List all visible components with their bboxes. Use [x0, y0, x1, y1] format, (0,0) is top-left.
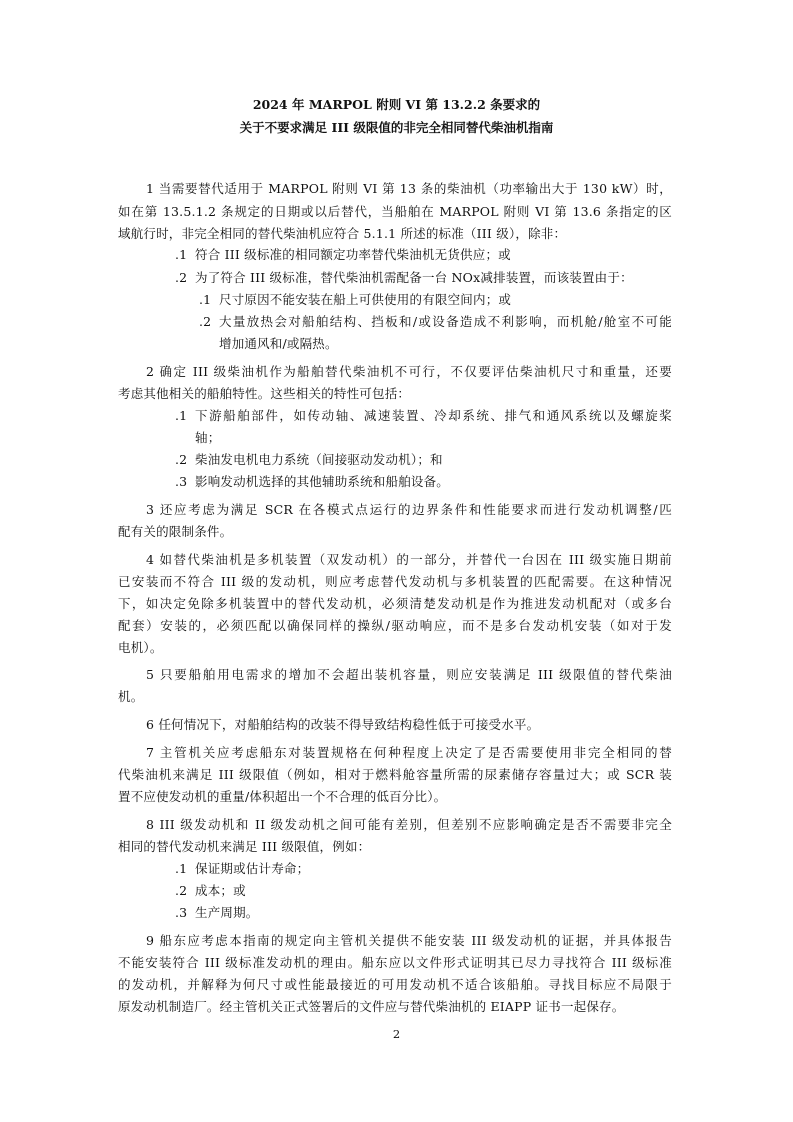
sub-list-item-text: 增加通风和/或隔热。	[219, 336, 338, 351]
page-number: 2	[392, 1027, 401, 1041]
list-item-text: 为了符合 III 级标准，替代柴油机需配备一台 NOx减排装置，而该装置由于：	[195, 270, 633, 285]
paragraph-1-line: 域航行时，非完全相同的替代柴油机应符合 5.1.1 所述的标准（III 级），除非：	[118, 226, 567, 241]
sub-list-item-number: .1	[199, 292, 212, 307]
paragraph-3-line: 配有关的限制条件。	[118, 524, 233, 539]
list-item-text: 符合 III 级标准的相同额定功率替代柴油机无货供应；或	[195, 247, 511, 262]
paragraph-4-line: 4 如替代柴油机是多机装置（双发动机）的一部分，并替代一台因在 III 级实施日期前	[146, 552, 672, 567]
paragraph-3-line: 3 还应考虑为满足 SCR 在各模式点运行的边界条件和性能要求而进行发动机调整/匹	[146, 502, 672, 517]
list-item-text: 下游船舶部件，如传动轴、减速装置、冷却系统、排气和通风系统以及螺旋桨	[195, 408, 672, 423]
sub-list-item-number: .2	[199, 314, 212, 329]
paragraph-1-line: 如在第 13.5.1.2 条规定的日期或以后替代，当船舶在 MARPOL 附则 VI 第 13.6 条指定的区	[118, 204, 672, 219]
paragraph-4-line: 已安装而不符合 III 级的发动机，则应考虑替代发动机与多机装置的匹配需要。在这种情况	[118, 574, 672, 589]
list-item-text: 生产周期。	[195, 905, 259, 920]
paragraph-7-line: 7 主管机关应考虑船东对装置规格在何种程度上决定了是否需要使用非完全相同的替	[146, 745, 672, 760]
paragraph-2-line: 2 确定 III 级柴油机作为船舶替代柴油机不可行，不仅要评估柴油机尺寸和重量，还要	[146, 364, 672, 379]
paragraph-9-line: 的发动机，并解释为何尺寸或性能最接近的可用发动机不适合该船舶。寻找目标应不局限于	[118, 977, 672, 992]
document-title-line-2: 关于不要求满足 III 级限值的非完全相同替代柴油机指南	[239, 120, 554, 135]
paragraph-9-line: 9 船东应考虑本指南的规定向主管机关提供不能安装 III 级发动机的证据，并具体报告	[146, 933, 672, 948]
list-item-text: 保证期或估计寿命；	[195, 861, 310, 876]
list-item-text: 成本；或	[195, 883, 246, 898]
list-item-number: .2	[175, 883, 188, 898]
paragraph-7-line: 代柴油机来满足 III 级限值（例如，相对于燃料舱容量所需的尿素储存容量过大；或 SCR 装	[118, 767, 672, 782]
paragraph-5-line: 机。	[118, 689, 144, 704]
list-item-text: 柴油发电机电力系统（间接驱动发动机）；和	[195, 452, 443, 467]
list-item-text: 影响发动机选择的其他辅助系统和船舶设备。	[195, 474, 450, 489]
paragraph-8-line: 相同的替代发动机来满足 III 级限值，例如：	[118, 839, 371, 854]
list-item-text: 轴；	[195, 430, 221, 445]
paragraph-7-line: 置不应使发动机的重量/体积超出一个不合理的低百分比）。	[118, 789, 447, 804]
list-item-number: .1	[175, 408, 188, 423]
sub-list-item-text: 大量放热会对船舶结构、挡板和/或设备造成不利影响，而机舱/舱室不可能	[219, 314, 672, 329]
list-item-number: .3	[175, 905, 188, 920]
list-item-number: .1	[175, 861, 188, 876]
paragraph-6-line: 6 任何情况下，对船舶结构的改装不得导致结构稳性低于可接受水平。	[146, 717, 540, 732]
list-item-number: .1	[175, 247, 188, 262]
paragraph-1-line: 1 当需要替代适用于 MARPOL 附则 VI 第 13 条的柴油机（功率输出大于 130 kW）时，	[146, 181, 672, 196]
paragraph-4-line: 下，如决定免除多机装置中的替代发动机，必须清楚发动机是作为推进发动机配对（或多台	[118, 596, 672, 611]
paragraph-4-line: 配套）安装的，必须匹配以确保同样的操纵/驱动响应，而不是多台发动机安装（如对于发	[118, 618, 672, 633]
list-item-number: .2	[175, 270, 188, 285]
paragraph-9-line: 不能安装符合 III 级标准发动机的理由。船东应以文件形式证明其已尽力寻找符合 III 级标准	[118, 955, 672, 970]
document-title-line-1: 2024 年 MARPOL 附则 VI 第 13.2.2 条要求的	[252, 97, 541, 112]
paragraph-5-line: 5 只要船舶用电需求的增加不会超出装机容量，则应安装满足 III 级限值的替代柴油	[146, 667, 672, 682]
list-item-number: .3	[175, 474, 188, 489]
paragraph-9-line: 原发动机制造厂。经主管机关正式签署后的文件应与替代柴油机的 EIAPP 证书一起保存。	[118, 999, 625, 1014]
sub-list-item-text: 尺寸原因不能安装在船上可供使用的有限空间内；或	[219, 292, 512, 307]
list-item-number: .2	[175, 452, 188, 467]
paragraph-4-line: 电机）。	[118, 640, 163, 655]
paragraph-2-line: 考虑其他相关的船舶特性。这些相关的特性可包括：	[118, 386, 411, 401]
paragraph-8-line: 8 III 级发动机和 II 级发动机之间可能有差别，但差别不应影响确定是否不需要非完全	[146, 817, 672, 832]
